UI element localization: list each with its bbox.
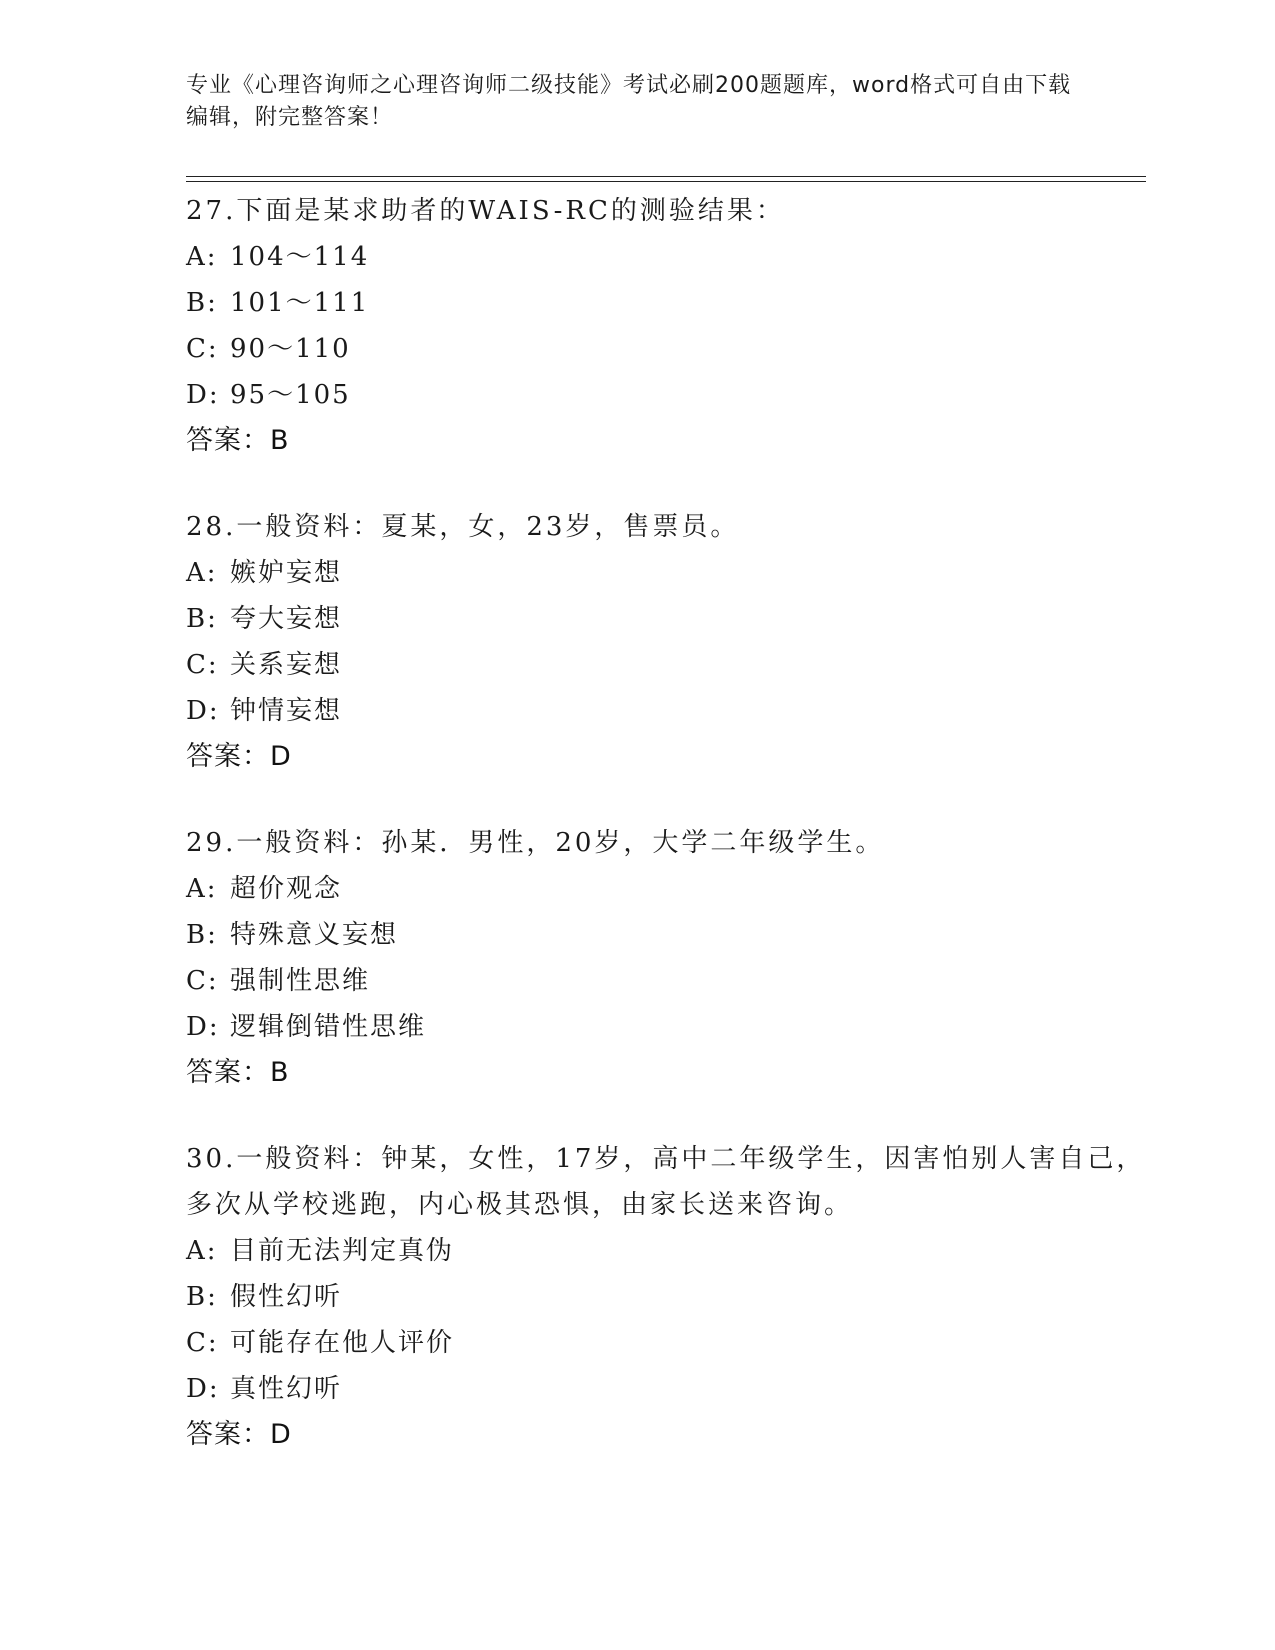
option-d xyxy=(186,372,1146,418)
option-text: 95～105 xyxy=(230,380,351,410)
question-29 xyxy=(186,820,1146,1096)
option-letter: A: xyxy=(186,242,218,272)
option-letter: A: xyxy=(186,558,218,588)
option-a xyxy=(186,866,1146,912)
option-letter: B: xyxy=(186,920,218,950)
option-b xyxy=(186,596,1146,642)
option-text: 强制性思维 xyxy=(230,966,371,996)
document-header: 专业《心理咨询师之心理咨询师二级技能》考试必刷200题题库，word格式可自由下载编辑，附完整答案！ xyxy=(186,73,1072,130)
option-text: 真性幻听 xyxy=(230,1374,343,1404)
option-d xyxy=(186,1366,1146,1412)
option-letter: D: xyxy=(186,380,220,410)
question-27 xyxy=(186,188,1146,464)
answer-label: 答案：D xyxy=(186,1419,292,1450)
option-c xyxy=(186,958,1146,1004)
option-letter: C: xyxy=(186,966,219,996)
option-b xyxy=(186,1274,1146,1320)
option-letter: D: xyxy=(186,1012,220,1042)
option-text: 假性幻听 xyxy=(230,1282,343,1312)
question-stem: 27.下面是某求助者的WAIS-RC的测验结果： xyxy=(186,196,785,226)
option-a xyxy=(186,1228,1146,1274)
option-letter: B: xyxy=(186,288,218,318)
option-letter: C: xyxy=(186,650,219,680)
option-c xyxy=(186,326,1146,372)
option-letter: D: xyxy=(186,1374,220,1404)
option-d xyxy=(186,688,1146,734)
question-stem: 29.一般资料：孙某．男性，20岁，大学二年级学生。 xyxy=(186,828,885,858)
question-30 xyxy=(186,1136,1146,1458)
option-letter: C: xyxy=(186,1328,219,1358)
option-text: 目前无法判定真伪 xyxy=(230,1236,455,1266)
option-c xyxy=(186,1320,1146,1366)
answer-label: 答案：D xyxy=(186,741,292,772)
option-text: 101～111 xyxy=(230,288,370,318)
option-letter: B: xyxy=(186,1282,218,1312)
option-text: 90～110 xyxy=(230,334,351,364)
option-b xyxy=(186,912,1146,958)
question-stem: 30.一般资料：钟某，女性，17岁，高中二年级学生，因害怕别人害自己，多次从学校逃跑，内心极其恐惧，由家长送来咨询。 xyxy=(186,1144,1146,1220)
option-text: 104～114 xyxy=(230,242,370,272)
option-text: 特殊意义妄想 xyxy=(230,920,399,950)
option-letter: D: xyxy=(186,696,220,726)
option-c xyxy=(186,642,1146,688)
option-a xyxy=(186,550,1146,596)
question-list xyxy=(186,188,1146,1498)
option-a xyxy=(186,234,1146,280)
option-text: 钟情妄想 xyxy=(230,696,343,726)
answer-label: 答案：B xyxy=(186,425,290,456)
option-letter: C: xyxy=(186,334,219,364)
option-letter: A: xyxy=(186,1236,218,1266)
question-stem: 28.一般资料：夏某，女，23岁，售票员。 xyxy=(186,512,740,542)
option-text: 可能存在他人评价 xyxy=(230,1328,455,1358)
option-letter: B: xyxy=(186,604,218,634)
header-divider-top xyxy=(186,176,1146,177)
option-d xyxy=(186,1004,1146,1050)
option-text: 夸大妄想 xyxy=(230,604,343,634)
option-b xyxy=(186,280,1146,326)
option-text: 超价观念 xyxy=(230,874,343,904)
question-28 xyxy=(186,504,1146,780)
answer-label: 答案：B xyxy=(186,1057,290,1088)
option-text: 嫉妒妄想 xyxy=(230,558,343,588)
option-text: 逻辑倒错性思维 xyxy=(230,1012,427,1042)
option-letter: A: xyxy=(186,874,218,904)
header-divider-bottom xyxy=(186,181,1146,182)
option-text: 关系妄想 xyxy=(230,650,343,680)
